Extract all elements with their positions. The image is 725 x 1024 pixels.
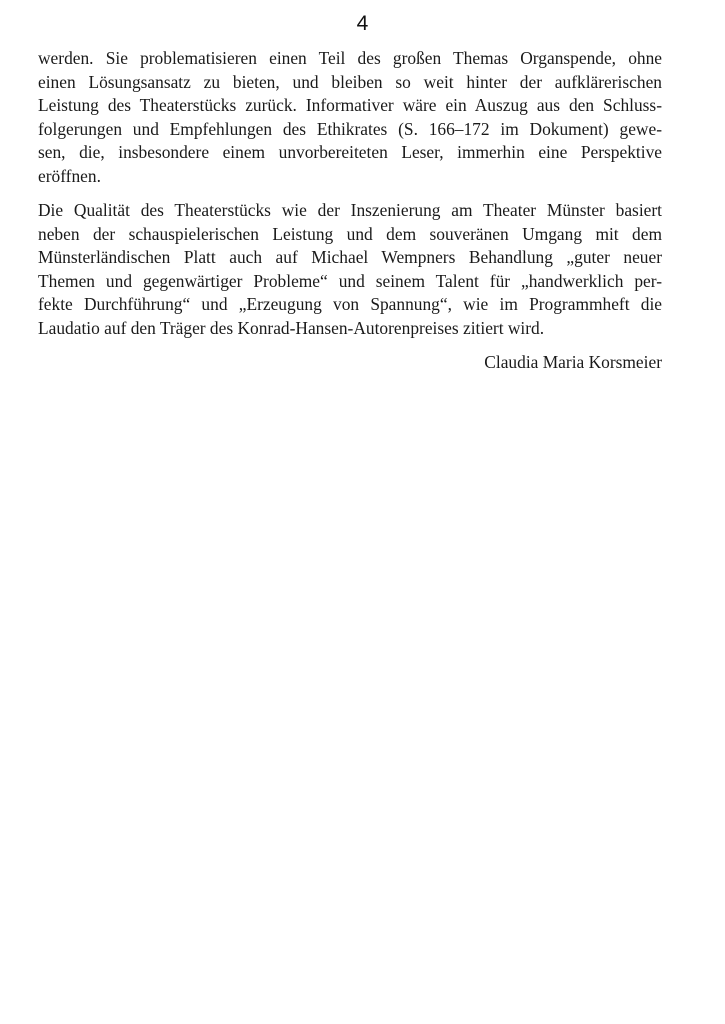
paragraph-line: sen, die, insbesondere einem unvorbereiteten Leser, immerhin eine Perspektive [38, 142, 662, 162]
author-signature: Claudia Maria Korsmeier [484, 352, 662, 372]
paragraph-line: Themen und gegenwärtiger Probleme“ und seinem Talent für „handwerklich per- [38, 270, 662, 291]
paragraph-line: Leistung des Theaterstücks zurück. Informativer wäre ein Auszug aus den Schluss- [38, 95, 662, 115]
paragraph-line: Laudatio auf den Träger des Konrad-Hansen-Autorenpreises zitiert wird. [38, 317, 545, 338]
paragraph-line: folgerungen und Empfehlungen des Ethikrates (S. 166–172 im Dokument) gewe- [38, 118, 662, 139]
paragraph-line: Münsterländischen Platt auch auf Michael Wempners Behandlung „guter neuer [38, 247, 662, 267]
paragraph-line: einen Lösungsansatz zu bieten, und bleiben so weit hinter der aufklärerischen [38, 71, 662, 92]
paragraph-line: eröffnen. [38, 165, 101, 186]
paragraph-line: Die Qualität des Theaterstücks wie der Inszenierung am Theater Münster basiert [38, 200, 662, 220]
paragraph-line: fekte Durchführung“ und „Erzeugung von Spannung“, wie im Programmheft die [38, 294, 662, 314]
paragraph-2 [38, 199, 662, 340]
paragraph-1 [38, 47, 662, 188]
paragraph-line: neben der schauspielerischen Leistung und dem souveränen Umgang mit dem [38, 223, 662, 244]
paragraph-line: werden. Sie problematisieren einen Teil des großen Themas Organspende, ohne [38, 48, 662, 68]
page-number: 4 [356, 12, 369, 35]
